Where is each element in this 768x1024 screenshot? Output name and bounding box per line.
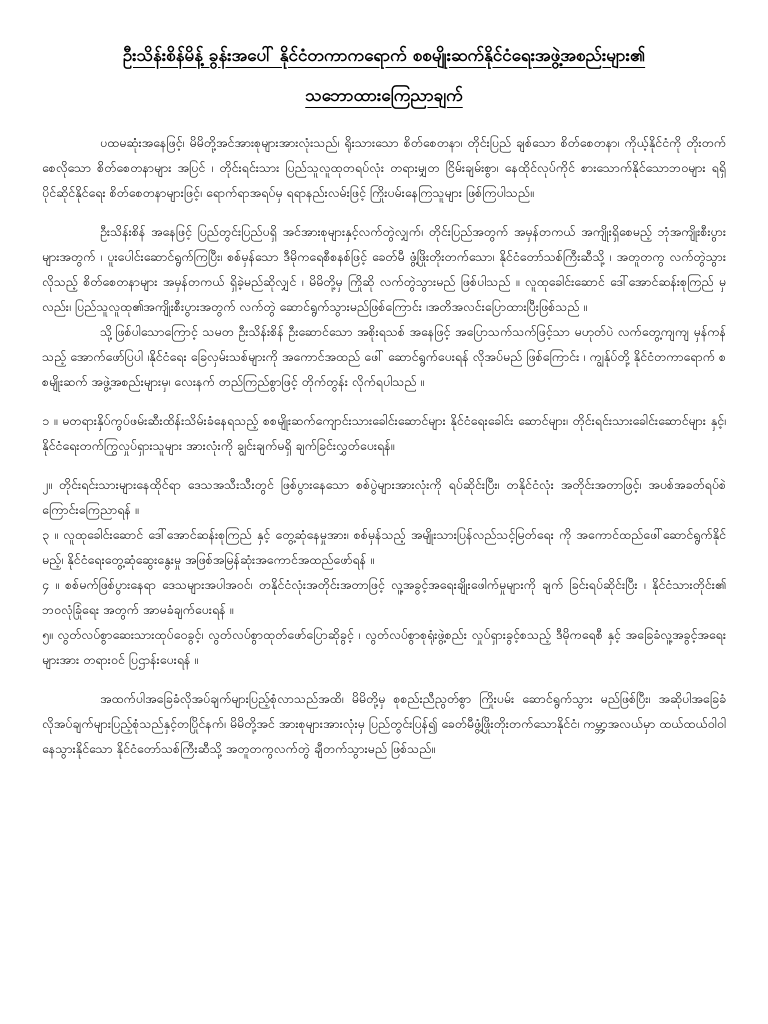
demand-item-2: ၂။ တိုင်းရင်းသားများနေထိုင်ရာ ဒေသအသီးသီးတွင် ဖြစ်ပွားနေသော စစ်ပွဲများအားလုံးကို ရပ်ဆိုင်းပြီး၊ တနိုင်ငံလုံး အတိုင်းအတာဖြင့်၊ အပစ်အခတ်ရပ်စဲကြောင်းကြေညာရန် ။ <box>42 477 726 517</box>
demand-item-1: ၁ ။ မတရားနှိပ်ကွပ်ဖမ်းဆီးထိန်းသိမ်းခံနေရသည့် စစမျိုးဆက်ကျောင်းသားခေါင်းဆောင်များ နိုင်ငံရေးခေါင်း ဆောင်များ၊ တိုင်းရင်းသားခေါင်းဆောင်များ နှင့်၊ နိုင်ငံရေးတက်ကြွလှုပ်ရှားသူများ အားလုံးကို ချွင်းချက်မရှိ ချက်ခြင်းလွှတ်ပေးရန်။ <box>42 413 726 453</box>
title-spacer <box>42 116 726 130</box>
document-title <box>42 36 726 116</box>
closing-paragraph: အထက်ပါအခြေခံလိုအပ်ချက်များပြည့်စုံလာသည်အထိ၊ မိမိတို့မှ စုစည်းညီညွတ်စွာ ကြိုးပမ်း ဆောင်ရွက်သွား မည်ဖြစ်ပြီး၊ အဆိုပါအခြေခံလိုအပ်ချက်များပြည့်စုံသည်နှင့်တပြိုင်နက်၊ မိမိတို့အင် အားစုများအားလုံးမှ ပြည်တွင်းပြန်၍ ခေတ်မီဖွံ့ဖြိုးတိုးတက်သောနိုင်ငံ၊ ကမ္ဘာ့အလယ်မှာ ထယ်ထယ်ဝါဝါနေသွားနိုင်သော နိုင်ငံတော်သစ်ကြီးဆီသို့ အတူတကွလက်တွဲ ချီတက်သွားမည် ဖြစ်သည်။ <box>42 691 727 756</box>
demand-item-5: ၅။ လွတ်လပ်စွာဆေးသားထုပ်ဝေခွင့်၊ လွတ်လပ်စွာထုတ်ဖော်ပြောဆိုခွင့် ၊ လွတ်လပ်စွာစုရုံးဖွဲ့စည်း လှုပ်ရှားခွင့်စသည့် ဒီမိုကရေစီ နှင့် အခြေခံလူ့အခွင့်အရေးများအား တရားဝင် ပြဌာန်းပေးရန် ။ <box>42 627 726 667</box>
paragraph-2: ဦးသိန်းစိန် အနေဖြင့် ပြည်တွင်းပြည်ပရှိ အင်အားစုများနှင့်လက်တွဲလျှက်၊ တိုင်းပြည်အတွက် အမှန်တကယ် အကျိုးရှိစေမည့် ဘုံအကျိုးစီးပွားများအတွက် ၊ ပူးပေါင်းဆောင်ရွက်ကြပြီး၊ စစ်မှန်သော ဒီမိုကရေစီစနစ်ဖြင့် ခေတ်မီ ဖွံ့ဖြိုးတိုးတက်သော၊ နိုင်ငံတော်သစ်ကြီးဆီသို့ ၊ အတူတကွ လက်တွဲသွားလိုသည့် စိတ်စေတနာများ အမှန်တကယ် ရှိခဲ့မည်ဆိုလျှင် ၊ မိမိတို့မှ ကြိုဆို လက်တွဲသွားမည် ဖြစ်ပါသည် ။ လူထုခေါင်းဆောင် ဒေါ်အောင်ဆန်းစုကြည် မှလည်း၊ ပြည်သူလူထု၏အကျိုးစီးပွားအတွက် လက်တွဲ ဆောင်ရွက်သွားမည်ဖြစ်ကြောင်း ၊အတိအလင်းပြောထားပြီးဖြစ်သည် ။ <box>42 224 726 314</box>
demand-item-3: ၃ ။ လူထုခေါင်းဆောင် ဒေါ်အောင်ဆန်းစုကြည် နှင့် တွေ့ဆုံနေမှုအား၊ စစ်မှန်သည့် အမျိုးသားပြန်လည်သင့်မြတ်ရေး ကို အကောင်ထည်ဖေါ်ဆောင်ရွက်နိုင်မည့်၊ နိုင်ငံရေးတွေ့ဆုံဆွေးနွေးမှု အဖြစ်အမြန်ဆုံးအကောင်အထည်ဖော်ရန် ။ <box>42 527 726 567</box>
document-title-line-1: ဦးသိန်းစိန်မိန့် ခွန်းအပေါ် နိုင်ငံတကာကရောက် စစမျိုးဆက်နိုင်ငံရေးအဖွဲ့အစည်းများ၏ <box>122 46 646 66</box>
demand-item-4: ၄ ။ စစ်မက်ဖြစ်ပွားနေရာ ဒေသများအပါအဝင်၊ တနိုင်ငံလုံးအတိုင်းအတာဖြင့် လူ့အခွင့်အရေးချိုးဖေါက်မှုများကို ချက် ခြင်းရပ်ဆိုင်းပြီး ၊ နိုင်ငံသားတိုင်း၏ ဘဝလုံခြုံရေး အတွက် အာမခံချက်ပေးရန် ။ <box>42 577 726 617</box>
document-title-line-2: သဘောထားကြေညာချက် <box>305 86 463 106</box>
paragraph-3: သို့ဖြစ်ပါသောကြောင့် သမတ ဦးသိန်းစိန် ဦးဆောင်သော အစိုးရသစ် အနေဖြင့် အပြောသက်သက်ဖြင့်သာ မဟုတ်ပဲ လက်တွေ့ကျကျ မှန်ကန်သည့် အောက်ဖော်ပြပါ ၊နိုင်ငံရေး ခြေလှမ်းသစ်များကို အကောင်အထည် ဖေါ် ဆောင်ရွက်ပေးရန် လိုအပ်မည် ဖြစ်ကြောင်း ၊ ကျွန်ုပ်တို့ နိုင်ငံတကာရောက် စစမျိုးဆက် အဖွဲ့အစည်းများမှ၊ လေးနက် တည်ကြည်စွာဖြင့် တိုက်တွန်း လိုက်ရပါသည် ။ <box>42 324 726 389</box>
paragraph-1: ပထမဆုံးအနေဖြင့်၊ မိမိတို့အင်အားစုများအားလုံးသည်၊ ရိုးသားသော စိတ်စေတနာ၊ တိုင်းပြည် ချစ်သော စိတ်စေတနာ၊ ကိုယ့်နိုင်ငံကို တိုးတက်စေလိုသော စိတ်စေတနာများ အပြင် ၊ တိုင်းရင်းသား ပြည်သူလူထုတရပ်လုံး တရားမျှတ ငြိမ်းချမ်းစွာ၊ နေထိုင်လုပ်ကိုင် စားသောက်နိုင်သောဘဝများ ရရှိပိုင်ဆိုင်နိုင်ရေး စိတ်စေတနာများဖြင့်၊ ရောက်ရာအရပ်မှ ရရာနည်းလမ်းဖြင့် ကြိုးပမ်းနေကြသူများ ဖြစ်ကြပါသည်။ <box>42 135 726 200</box>
